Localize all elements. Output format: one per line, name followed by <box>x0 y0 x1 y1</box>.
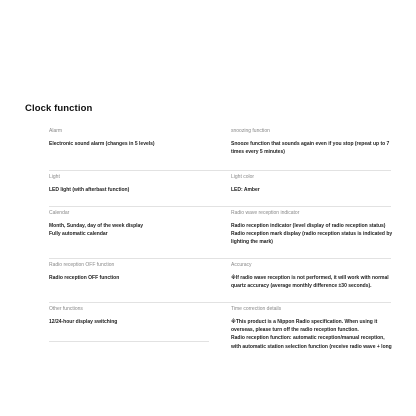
spec-label: Alarm <box>49 128 63 134</box>
spec-value-line: Radio reception OFF function <box>49 275 120 281</box>
spec-cell-snooze <box>231 128 391 172</box>
spec-value-line: Month, Sunday, day of the week display <box>49 223 144 229</box>
row-divider <box>49 206 391 207</box>
spec-value-line: LED light (with afterbast function) <box>49 187 130 193</box>
spec-value-line: Fully automatic calendar <box>49 231 108 238</box>
spec-cell-other-functions <box>49 304 209 364</box>
spec-value-line: LED: Amber <box>231 187 260 193</box>
spec-cell-time-correction <box>231 304 391 364</box>
spec-label: Radio reception OFF function <box>49 262 115 268</box>
spec-row <box>49 128 391 172</box>
spec-value <box>49 222 209 238</box>
spec-row <box>49 260 391 304</box>
spec-cell-calendar <box>49 208 209 260</box>
spec-value <box>231 222 391 247</box>
spec-label: Light color <box>231 174 255 180</box>
row-divider <box>49 302 391 303</box>
spec-label: Calendar <box>49 210 70 216</box>
spec-value-line: ※This product is a Nippon Radio specification. When using it <box>231 319 378 325</box>
spec-value-line: Electronic sound alarm (changes in 5 levels) <box>49 141 155 147</box>
spec-cell-reception-off <box>49 260 209 304</box>
spec-value <box>49 140 209 148</box>
spec-cell-light-color <box>231 172 391 208</box>
spec-label: Other functions <box>49 306 83 312</box>
spec-value <box>231 186 391 194</box>
spec-value-line: overseas, please turn off the radio reception function. <box>231 327 359 334</box>
spec-value <box>49 186 209 194</box>
spec-cell-alarm <box>49 128 209 172</box>
spec-cell-reception-indicator <box>231 208 391 260</box>
section-title: Clock function <box>25 103 93 114</box>
spec-value-line: quartz accuracy (average monthly difference ±30 seconds). <box>231 283 372 290</box>
row-divider <box>49 341 209 342</box>
spec-value <box>231 274 391 290</box>
spec-value-line: with automatic station selection function (receive radio wave + long <box>231 343 392 350</box>
spec-value-line: Snooze function that sounds again even if you stop (repeat up to 7 <box>231 141 390 147</box>
spec-value-line: ※If radio wave reception is not performed, it will work with normal <box>231 275 389 281</box>
spec-value-line: 12/24-hour display switching <box>49 319 118 325</box>
spec-label: snoozing function <box>231 128 270 134</box>
spec-row <box>49 172 391 208</box>
spec-value-line: times every 5 minutes) <box>231 149 285 156</box>
spec-grid <box>49 128 391 364</box>
spec-row <box>49 304 391 364</box>
spec-value <box>49 274 209 282</box>
spec-value <box>231 140 391 156</box>
row-divider <box>49 258 391 259</box>
spec-value <box>49 318 209 326</box>
spec-value <box>231 318 391 351</box>
spec-label: Radio wave reception indicator <box>231 210 300 216</box>
spec-row <box>49 208 391 260</box>
spec-value-line: Radio reception indicator (level display of radio reception status) <box>231 223 386 229</box>
spec-cell-accuracy <box>231 260 391 304</box>
spec-label: Accuracy <box>231 262 252 268</box>
spec-value-line: Radio reception function: automatic reception/manual reception, <box>231 335 385 342</box>
row-divider <box>49 170 391 171</box>
spec-value-line: lighting the mark) <box>231 239 273 246</box>
spec-label: Time correction details <box>231 306 282 312</box>
spec-cell-light <box>49 172 209 208</box>
spec-value-line: Radio reception mark display (radio reception status is indicated by <box>231 231 393 238</box>
spec-label: Light <box>49 174 60 180</box>
